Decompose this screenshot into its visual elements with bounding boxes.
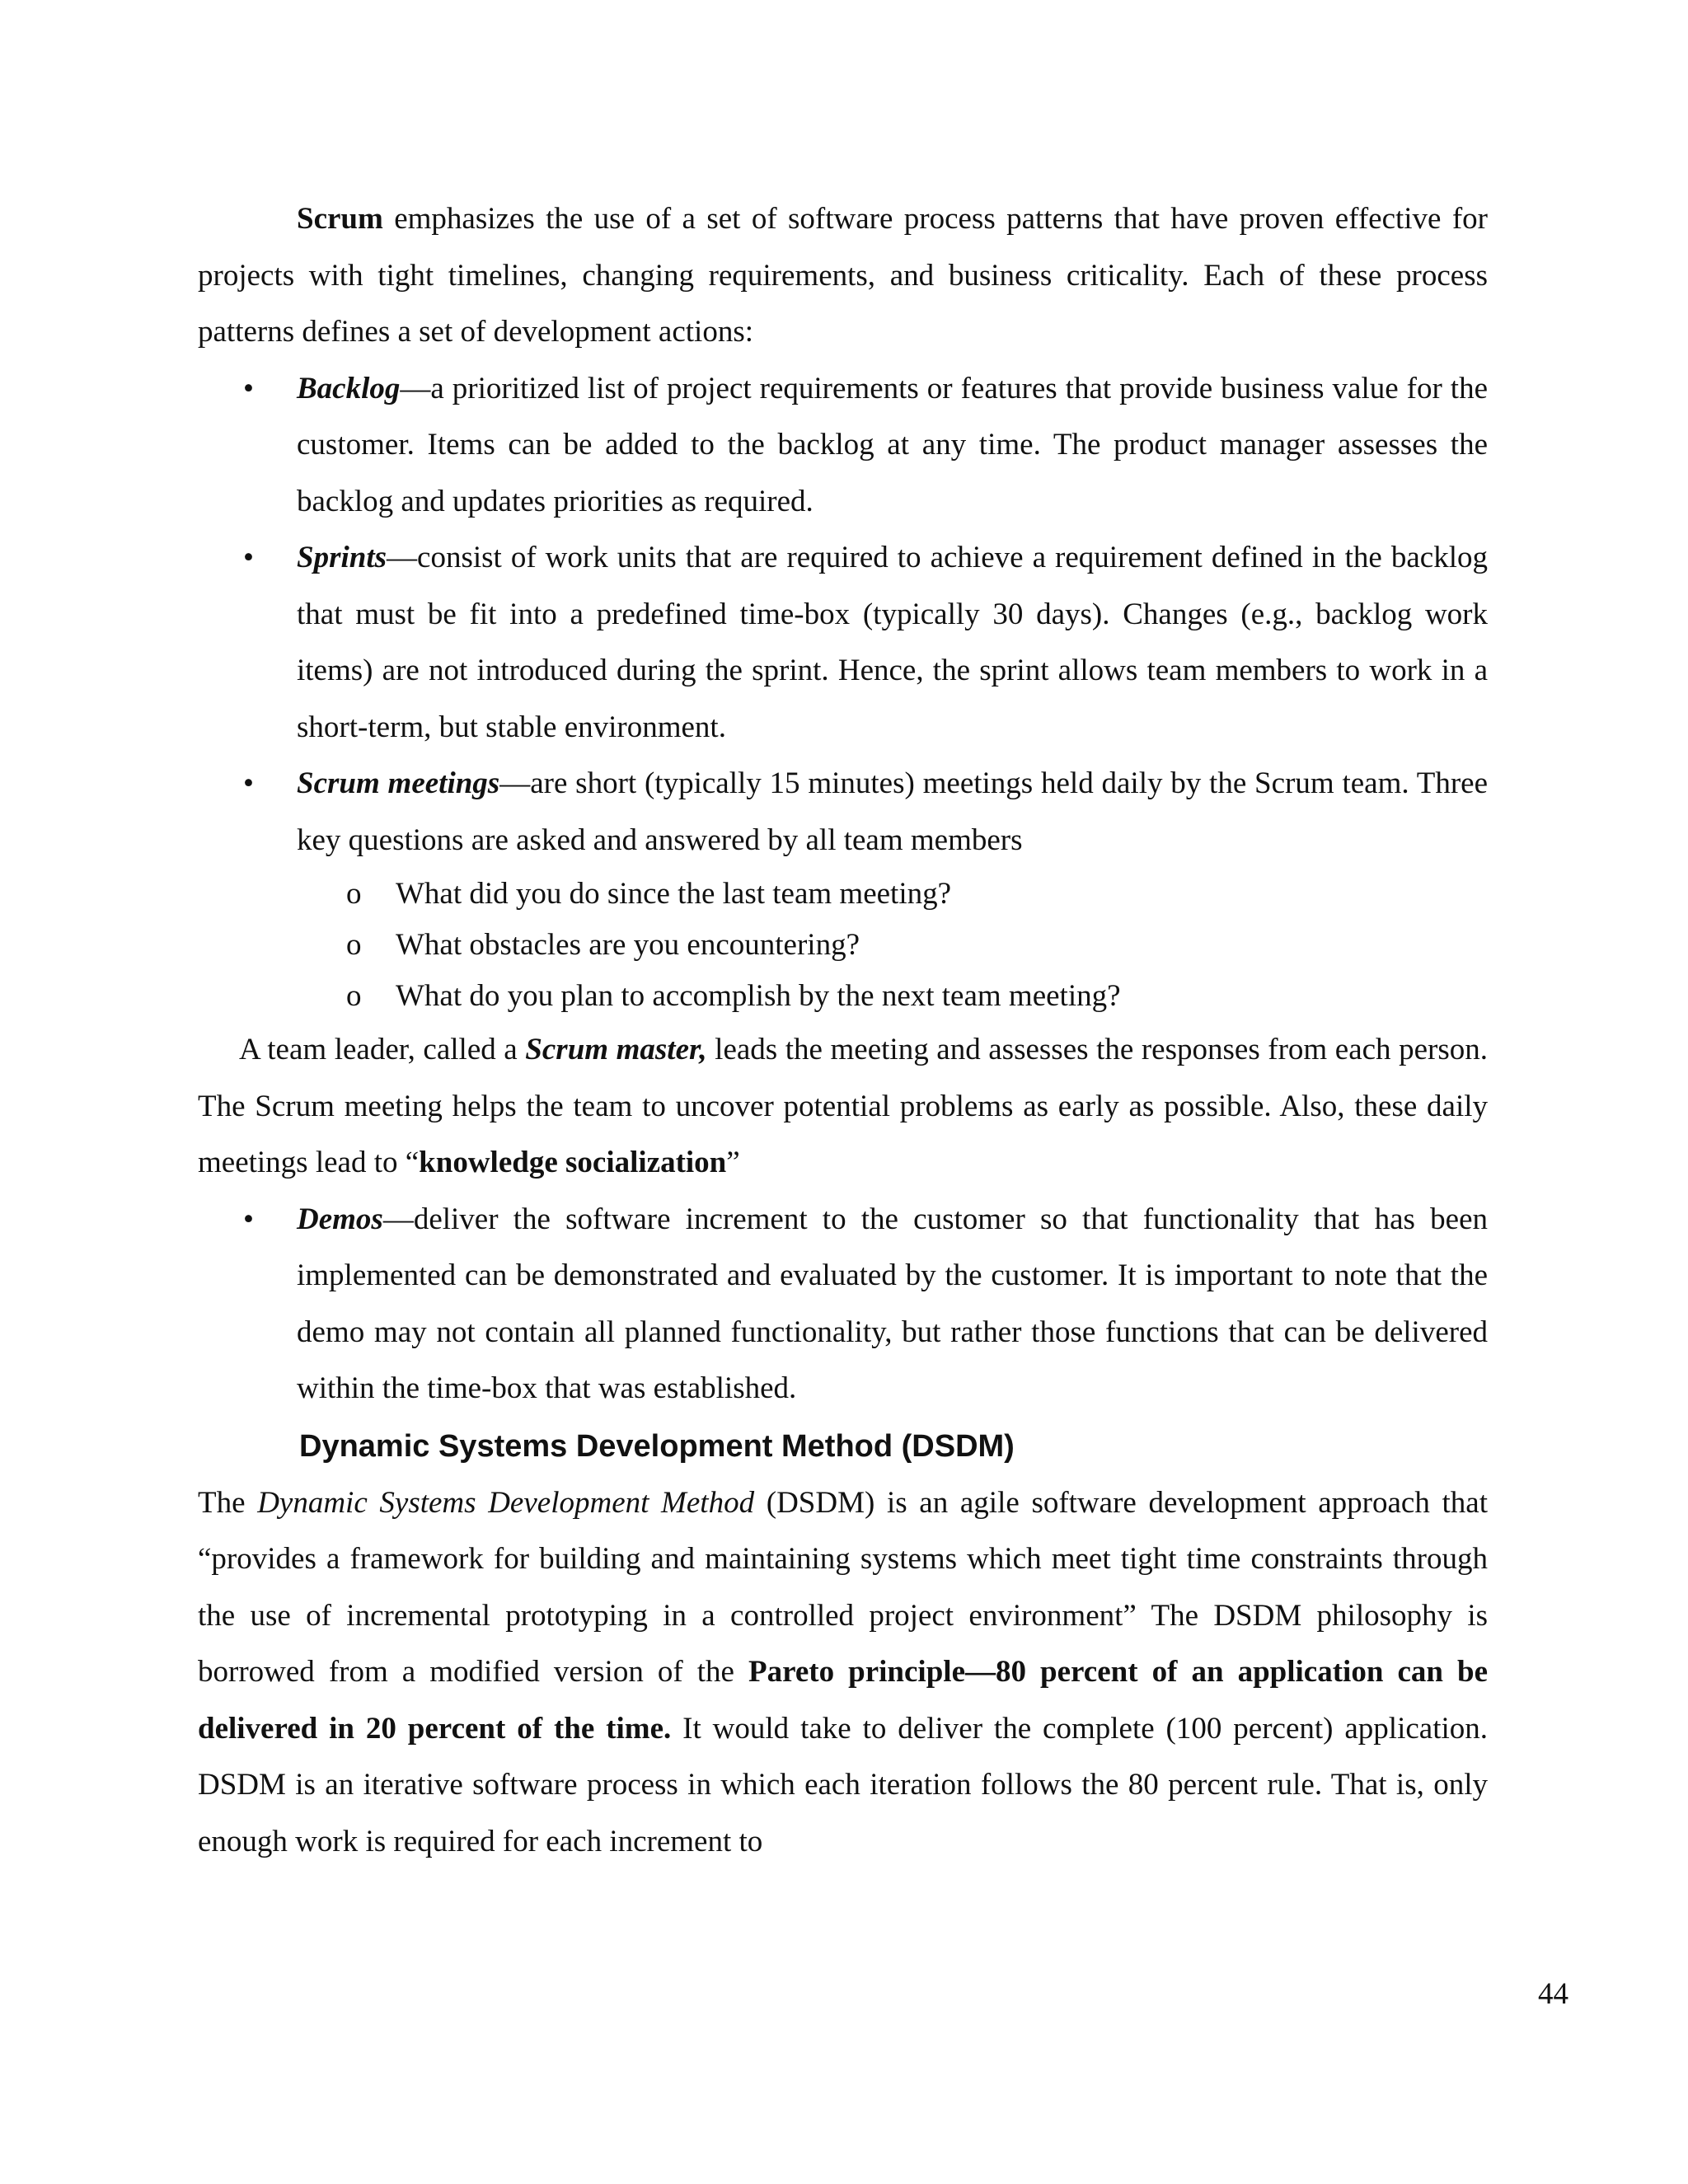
dsdm-pre: The: [198, 1485, 258, 1520]
question-list: [198, 869, 1488, 1022]
intro-paragraph: [198, 191, 1488, 361]
bullet-marker: •: [243, 766, 254, 800]
bullet-term: Backlog: [297, 371, 401, 405]
scrum-master-paragraph: [198, 1022, 1488, 1192]
scrum-pattern-list: [198, 361, 1488, 869]
bullet-sprints: [198, 530, 1488, 756]
bullet-marker: •: [243, 371, 254, 405]
bullet-scrum-meetings: [198, 756, 1488, 869]
page-number: 44: [1538, 1977, 1568, 2011]
bullet-text: —deliver the software increment to the customer so that functionality that has been implemented can be demonstrated and evaluated by the customer. It is important to note that the demo may not contain all planned functionality, but rather those functions that can be delivered within the time-box that was established.: [297, 1202, 1488, 1405]
leader-post: ”: [726, 1146, 740, 1179]
intro-term: Scrum: [297, 202, 383, 236]
bullet-text: —consist of work units that are required to achieve a requirement defined in the backlog that must be fit into a predefined time-box (typically 30 days). Changes (e.g., backlog work items) are not introduced during the sprint. Hence, the sprint allows team members to work in a short-term, but stable environment.: [297, 541, 1488, 744]
bullet-marker: •: [243, 541, 254, 574]
bullet-marker: •: [243, 1202, 254, 1236]
leader-pre: A team leader, called a: [239, 1033, 526, 1066]
question-item: [198, 971, 1488, 1022]
question-item: [198, 920, 1488, 971]
question-text: What obstacles are you encountering?: [396, 928, 860, 962]
sub-marker: o: [346, 928, 362, 962]
bullet-term: Demos: [297, 1202, 383, 1236]
intro-text: emphasizes the use of a set of software process patterns that have proven effective for projects with tight timelines, changing requirements, and business criticality. Each of these process patterns defines a set of development actions:: [198, 202, 1488, 349]
bullet-text: —are short (typically 15 minutes) meetings held daily by the Scrum team. Three key questions are asked and answered by all team members: [297, 766, 1488, 857]
dsdm-paragraph: [198, 1475, 1488, 1871]
bullet-backlog: [198, 361, 1488, 531]
section-heading: Dynamic Systems Development Method (DSDM): [299, 1428, 1015, 1464]
dsdm-mid: (DSDM) is an agile software development approach that “provides a framework for building and maintaining systems which meet tight time constraints through the use of incremental prototyping in a controlled project environment” The DSDM philosophy is borrowed from a modified version of the: [198, 1485, 1488, 1689]
question-text: What do you plan to accomplish by the next team meeting?: [396, 979, 1121, 1013]
bullet-demos: [198, 1192, 1488, 1418]
sub-marker: o: [346, 979, 362, 1013]
dsdm-post: It would take to deliver the complete (100 percent) application. DSDM is an iterative software process in which each iteration follows the 80 percent rule. That is, only enough work is required for each increment to: [198, 1711, 1489, 1858]
bullet-term: Scrum meetings: [297, 766, 500, 800]
question-text: What did you do since the last team meeting?: [396, 877, 952, 911]
knowledge-socialization: knowledge socialization: [419, 1146, 727, 1179]
demos-list: [198, 1192, 1488, 1418]
pareto-principle: Pareto principle—80 percent of an application can be delivered in 20 percent of the time.: [198, 1655, 1488, 1746]
dsdm-title-italic: Dynamic Systems Development Method: [257, 1485, 755, 1520]
bullet-term: Sprints: [297, 541, 387, 574]
page-body: [198, 191, 1488, 1870]
leader-mid: leads the meeting and assesses the responses from each person. The Scrum meeting helps the team to uncover potential problems as early as possible. Also, these daily meetings lead to “: [198, 1033, 1488, 1179]
scrum-master-term: Scrum master,: [525, 1033, 707, 1066]
question-item: [198, 869, 1488, 920]
sub-marker: o: [346, 877, 362, 911]
bullet-text: —a prioritized list of project requirements or features that provide business value for the customer. Items can be added to the backlog at any time. The product manager assesses the backlog and updates priorities as required.: [297, 371, 1488, 518]
